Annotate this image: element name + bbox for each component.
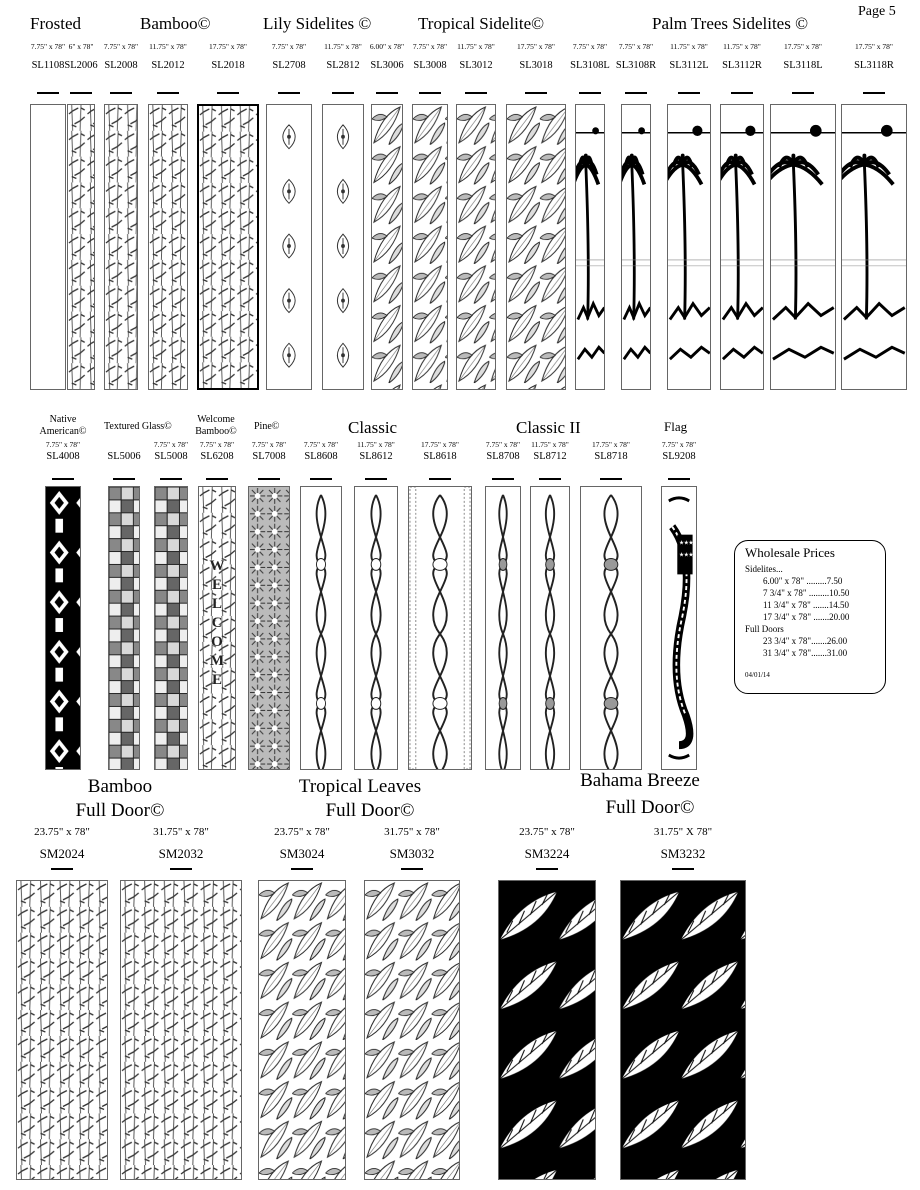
panel-sl8712 xyxy=(530,486,570,770)
bamboo-pattern-art xyxy=(149,105,187,389)
svg-text:★: ★ xyxy=(679,540,685,547)
panel-sl8608 xyxy=(300,486,342,770)
product-size: 11.75" x 78" xyxy=(670,42,708,51)
title-welcome: Welcome Bamboo© xyxy=(195,414,237,437)
title-classic: Classic xyxy=(348,418,398,437)
product-dash xyxy=(401,868,423,870)
product-size: 6.00" x 78" xyxy=(369,42,405,51)
product-dash xyxy=(668,478,690,480)
panel-sm2024 xyxy=(16,880,108,1180)
product-dash xyxy=(113,478,135,480)
title-palm: Palm Trees Sidelites © xyxy=(652,14,809,33)
leaves-pattern-art xyxy=(507,105,565,389)
title-bamboo-door-2: Full Door© xyxy=(75,800,165,821)
product-size: 23.75" x 78" xyxy=(519,826,575,838)
title-bahama-door-2: Full Door© xyxy=(605,797,695,818)
title-bamboo: Bamboo© xyxy=(140,14,211,33)
svg-text:★: ★ xyxy=(679,552,685,559)
panel-sl8618 xyxy=(408,486,472,770)
product-size: 7.75" x 78" xyxy=(412,42,448,51)
product-code: SL3118L xyxy=(783,60,823,71)
product-size: 23.75" x 78" xyxy=(34,826,90,838)
product-size: 31.75" x 78" xyxy=(153,826,209,838)
product-dash xyxy=(600,478,622,480)
product-code: SM2024 xyxy=(39,846,85,861)
panel-sl2018 xyxy=(197,104,259,390)
product-code: SL7008 xyxy=(252,451,286,462)
panel-sl2008 xyxy=(104,104,138,390)
product-size: 17.75" x 78" xyxy=(592,440,630,449)
product-size: 11.75" x 78" xyxy=(723,42,761,51)
leaves-pattern-art xyxy=(413,105,447,389)
product-dash xyxy=(579,92,601,94)
product-dash xyxy=(160,478,182,480)
product-dash xyxy=(332,92,354,94)
product-dash xyxy=(376,92,398,94)
title-bahama-door-1: Bahama Breeze xyxy=(580,770,700,791)
product-size: 31.75" x 78" xyxy=(384,826,440,838)
panel-sl3008 xyxy=(412,104,448,390)
svg-text:★: ★ xyxy=(688,552,694,559)
product-size: 7.75" x 78" xyxy=(572,42,608,51)
classic2-pattern-art xyxy=(581,487,641,769)
product-dash xyxy=(37,92,59,94)
palm-pattern-art xyxy=(842,105,906,389)
title-tropical-door-2: Full Door© xyxy=(325,800,415,821)
price-row: 6.00" x 78" .........7.50 xyxy=(763,576,843,586)
panel-sm3024 xyxy=(258,880,346,1180)
title-textured: Textured Glass© xyxy=(104,421,172,432)
welcome-lettering: W E L C O M E xyxy=(209,558,225,688)
prices-date: 04/01/14 xyxy=(745,671,770,679)
panel-sm2032 xyxy=(120,880,242,1180)
product-size: 17.75" x 78" xyxy=(784,42,822,51)
panel-sl8612 xyxy=(354,486,398,770)
panel-sl5008 xyxy=(154,486,188,770)
bamboo-pattern-art xyxy=(121,881,241,1179)
prices-sidelites-label: Sidelites... xyxy=(745,564,783,574)
panel-sl3112l xyxy=(667,104,711,390)
panel-sl3018 xyxy=(506,104,566,390)
product-size: 7.75" x 78" xyxy=(661,440,697,449)
panel-sl5006 xyxy=(108,486,140,770)
title-pine: Pine© xyxy=(254,421,280,432)
product-code: SL8608 xyxy=(304,451,338,462)
product-code: SL2708 xyxy=(272,60,306,71)
product-dash xyxy=(51,868,73,870)
bahama-pattern-art xyxy=(621,881,745,1179)
price-row: 23 3/4" x 78".......26.00 xyxy=(763,636,848,646)
product-dash xyxy=(157,92,179,94)
product-code: SL8718 xyxy=(594,451,628,462)
product-size: 23.75" x 78" xyxy=(274,826,330,838)
panel-sl9208 xyxy=(661,486,697,770)
palm-pattern-art xyxy=(576,105,604,389)
panel-sm3232 xyxy=(620,880,746,1180)
product-dash xyxy=(206,478,228,480)
product-code: SM3232 xyxy=(660,846,706,861)
product-size: 7.75" x 78" xyxy=(251,440,287,449)
product-size: 17.75" x 78" xyxy=(421,440,459,449)
product-size: 11.75" x 78" xyxy=(149,42,187,51)
bamboo-pattern-art xyxy=(105,105,137,389)
title-classic2: Classic II xyxy=(516,418,581,437)
price-row: 17 3/4" x 78" .......20.00 xyxy=(763,612,850,622)
flag-pattern-art xyxy=(662,487,696,769)
panel-sl2012 xyxy=(148,104,188,390)
bamboo-pattern-art xyxy=(199,106,257,388)
product-dash xyxy=(170,868,192,870)
lily-pattern-art xyxy=(267,105,311,389)
panel-sl1108 xyxy=(30,104,66,390)
palm-pattern-art xyxy=(668,105,710,389)
product-dash xyxy=(539,478,561,480)
product-size: 17.75" x 78" xyxy=(855,42,893,51)
product-dash xyxy=(465,92,487,94)
product-code: SL3108L xyxy=(570,60,610,71)
product-size: 11.75" x 78" xyxy=(357,440,395,449)
product-code: SL4008 xyxy=(46,451,80,462)
product-code: SL2018 xyxy=(211,60,245,71)
panel-sl3108l xyxy=(575,104,605,390)
svg-text:★: ★ xyxy=(688,540,694,547)
title-tropical-door-1: Tropical Leaves xyxy=(298,776,422,797)
product-size: 7.75" x 78" xyxy=(303,440,339,449)
product-code: SL3112L xyxy=(669,60,709,71)
product-size: 7.75" x 78" xyxy=(199,440,235,449)
native-pattern-art xyxy=(46,487,80,769)
product-dash xyxy=(217,92,239,94)
product-dash xyxy=(525,92,547,94)
product-code: SL6208 xyxy=(200,451,234,462)
classic2-pattern-art xyxy=(486,487,520,769)
product-size: 7.75" x 78" xyxy=(30,42,66,51)
product-size: 17.75" x 78" xyxy=(517,42,555,51)
product-code: SL3012 xyxy=(459,60,493,71)
palm-pattern-art xyxy=(622,105,650,389)
bamboo-pattern-art xyxy=(68,105,94,389)
product-size: 11.75" x 78" xyxy=(457,42,495,51)
lily-pattern-art xyxy=(323,105,363,389)
product-code: SL2008 xyxy=(104,60,138,71)
product-size: 11.75" x 78" xyxy=(324,42,362,51)
product-dash xyxy=(419,92,441,94)
panel-sl3012 xyxy=(456,104,496,390)
title-native: Native American© xyxy=(39,414,87,437)
title-bamboo-door-1: Bamboo xyxy=(87,776,153,797)
title-tropical: Tropical Sidelite© xyxy=(418,14,545,33)
panel-sl2006 xyxy=(67,104,95,390)
svg-text:★: ★ xyxy=(683,540,689,547)
product-dash xyxy=(278,92,300,94)
product-dash xyxy=(731,92,753,94)
product-size: 7.75" x 78" xyxy=(45,440,81,449)
panel-sl7008 xyxy=(248,486,290,770)
panel-sl8718 xyxy=(580,486,642,770)
product-dash xyxy=(52,478,74,480)
product-dash xyxy=(365,478,387,480)
product-dash xyxy=(625,92,647,94)
product-code: SL3112R xyxy=(722,60,762,71)
pine-pattern-art xyxy=(249,487,289,769)
panel-sl3118r xyxy=(841,104,907,390)
classic-pattern-art xyxy=(355,487,397,769)
page-label: Page 5 xyxy=(858,4,896,19)
blocks-pattern-art xyxy=(109,487,139,769)
panel-sl3112r xyxy=(720,104,764,390)
product-code: SM3032 xyxy=(389,846,435,861)
product-size: 7.75" x 78" xyxy=(153,440,189,449)
product-code: SL3018 xyxy=(519,60,553,71)
blank-pattern-art xyxy=(31,105,65,389)
product-dash xyxy=(429,478,451,480)
product-code: SL8612 xyxy=(359,451,393,462)
product-code: SM3024 xyxy=(279,846,325,861)
panel-sm3032 xyxy=(364,880,460,1180)
product-size: 6" x 78" xyxy=(68,42,94,51)
product-code: SL8618 xyxy=(423,451,457,462)
product-code: SL9208 xyxy=(662,451,696,462)
product-code: SL8708 xyxy=(486,451,520,462)
product-code: SM2032 xyxy=(158,846,204,861)
product-dash xyxy=(110,92,132,94)
prices-doors-label: Full Doors xyxy=(745,624,784,634)
product-dash xyxy=(792,92,814,94)
panel-sl6208 xyxy=(198,486,236,770)
product-code: SL3118R xyxy=(854,60,894,71)
bahama-pattern-art xyxy=(499,881,595,1179)
panel-sl3006 xyxy=(371,104,403,390)
product-dash xyxy=(310,478,332,480)
title-frosted: Frosted xyxy=(30,14,81,33)
leaves-pattern-art xyxy=(365,881,459,1179)
panel-sl3118l xyxy=(770,104,836,390)
panel-sl3108r xyxy=(621,104,651,390)
product-dash xyxy=(863,92,885,94)
price-row: 11 3/4" x 78" .......14.50 xyxy=(763,600,850,610)
product-size: 7.75" x 78" xyxy=(103,42,139,51)
wholesale-prices-box xyxy=(734,540,886,694)
product-dash xyxy=(258,478,280,480)
panel-sl2812 xyxy=(322,104,364,390)
product-code: SL1108 xyxy=(31,60,65,71)
product-size: 7.75" x 78" xyxy=(271,42,307,51)
panel-sm3224 xyxy=(498,880,596,1180)
product-dash xyxy=(536,868,558,870)
classic2-pattern-art xyxy=(531,487,569,769)
palm-pattern-art xyxy=(771,105,835,389)
leaves-pattern-art xyxy=(259,881,345,1179)
product-code: SL3006 xyxy=(370,60,404,71)
blocks-pattern-art xyxy=(155,487,187,769)
classic-pattern-art xyxy=(301,487,341,769)
title-flag: Flag xyxy=(664,419,688,434)
product-size: 7.75" x 78" xyxy=(618,42,654,51)
bamboo-pattern-art xyxy=(17,881,107,1179)
price-row: 7 3/4" x 78" .........10.50 xyxy=(763,588,850,598)
title-lily: Lily Sidelites © xyxy=(263,14,372,33)
product-dash xyxy=(492,478,514,480)
price-row: 31 3/4" x 78".......31.00 xyxy=(763,648,848,658)
product-code: SL3008 xyxy=(413,60,447,71)
product-dash xyxy=(678,92,700,94)
product-code: SL5008 xyxy=(154,451,188,462)
product-code: SL2006 xyxy=(64,60,98,71)
product-dash xyxy=(672,868,694,870)
product-size: 17.75" x 78" xyxy=(209,42,247,51)
product-dash xyxy=(291,868,313,870)
product-size: 7.75" x 78" xyxy=(485,440,521,449)
panel-sl2708 xyxy=(266,104,312,390)
product-code: SL2812 xyxy=(326,60,360,71)
product-size: 11.75" x 78" xyxy=(531,440,569,449)
product-code: SM3224 xyxy=(524,846,570,861)
product-code: SL3108R xyxy=(615,60,657,71)
product-code: SL8712 xyxy=(533,451,567,462)
product-dash xyxy=(70,92,92,94)
svg-text:★: ★ xyxy=(683,552,689,559)
panel-sl4008 xyxy=(45,486,81,770)
product-size: 31.75" X 78" xyxy=(653,826,713,838)
leaves-pattern-art xyxy=(372,105,402,389)
product-code: SL5006 xyxy=(107,451,141,462)
panel-sl8708 xyxy=(485,486,521,770)
classic-pattern-art xyxy=(409,487,471,769)
palm-pattern-art xyxy=(721,105,763,389)
product-code: SL2012 xyxy=(151,60,185,71)
prices-title: Wholesale Prices xyxy=(745,545,835,560)
leaves-pattern-art xyxy=(457,105,495,389)
